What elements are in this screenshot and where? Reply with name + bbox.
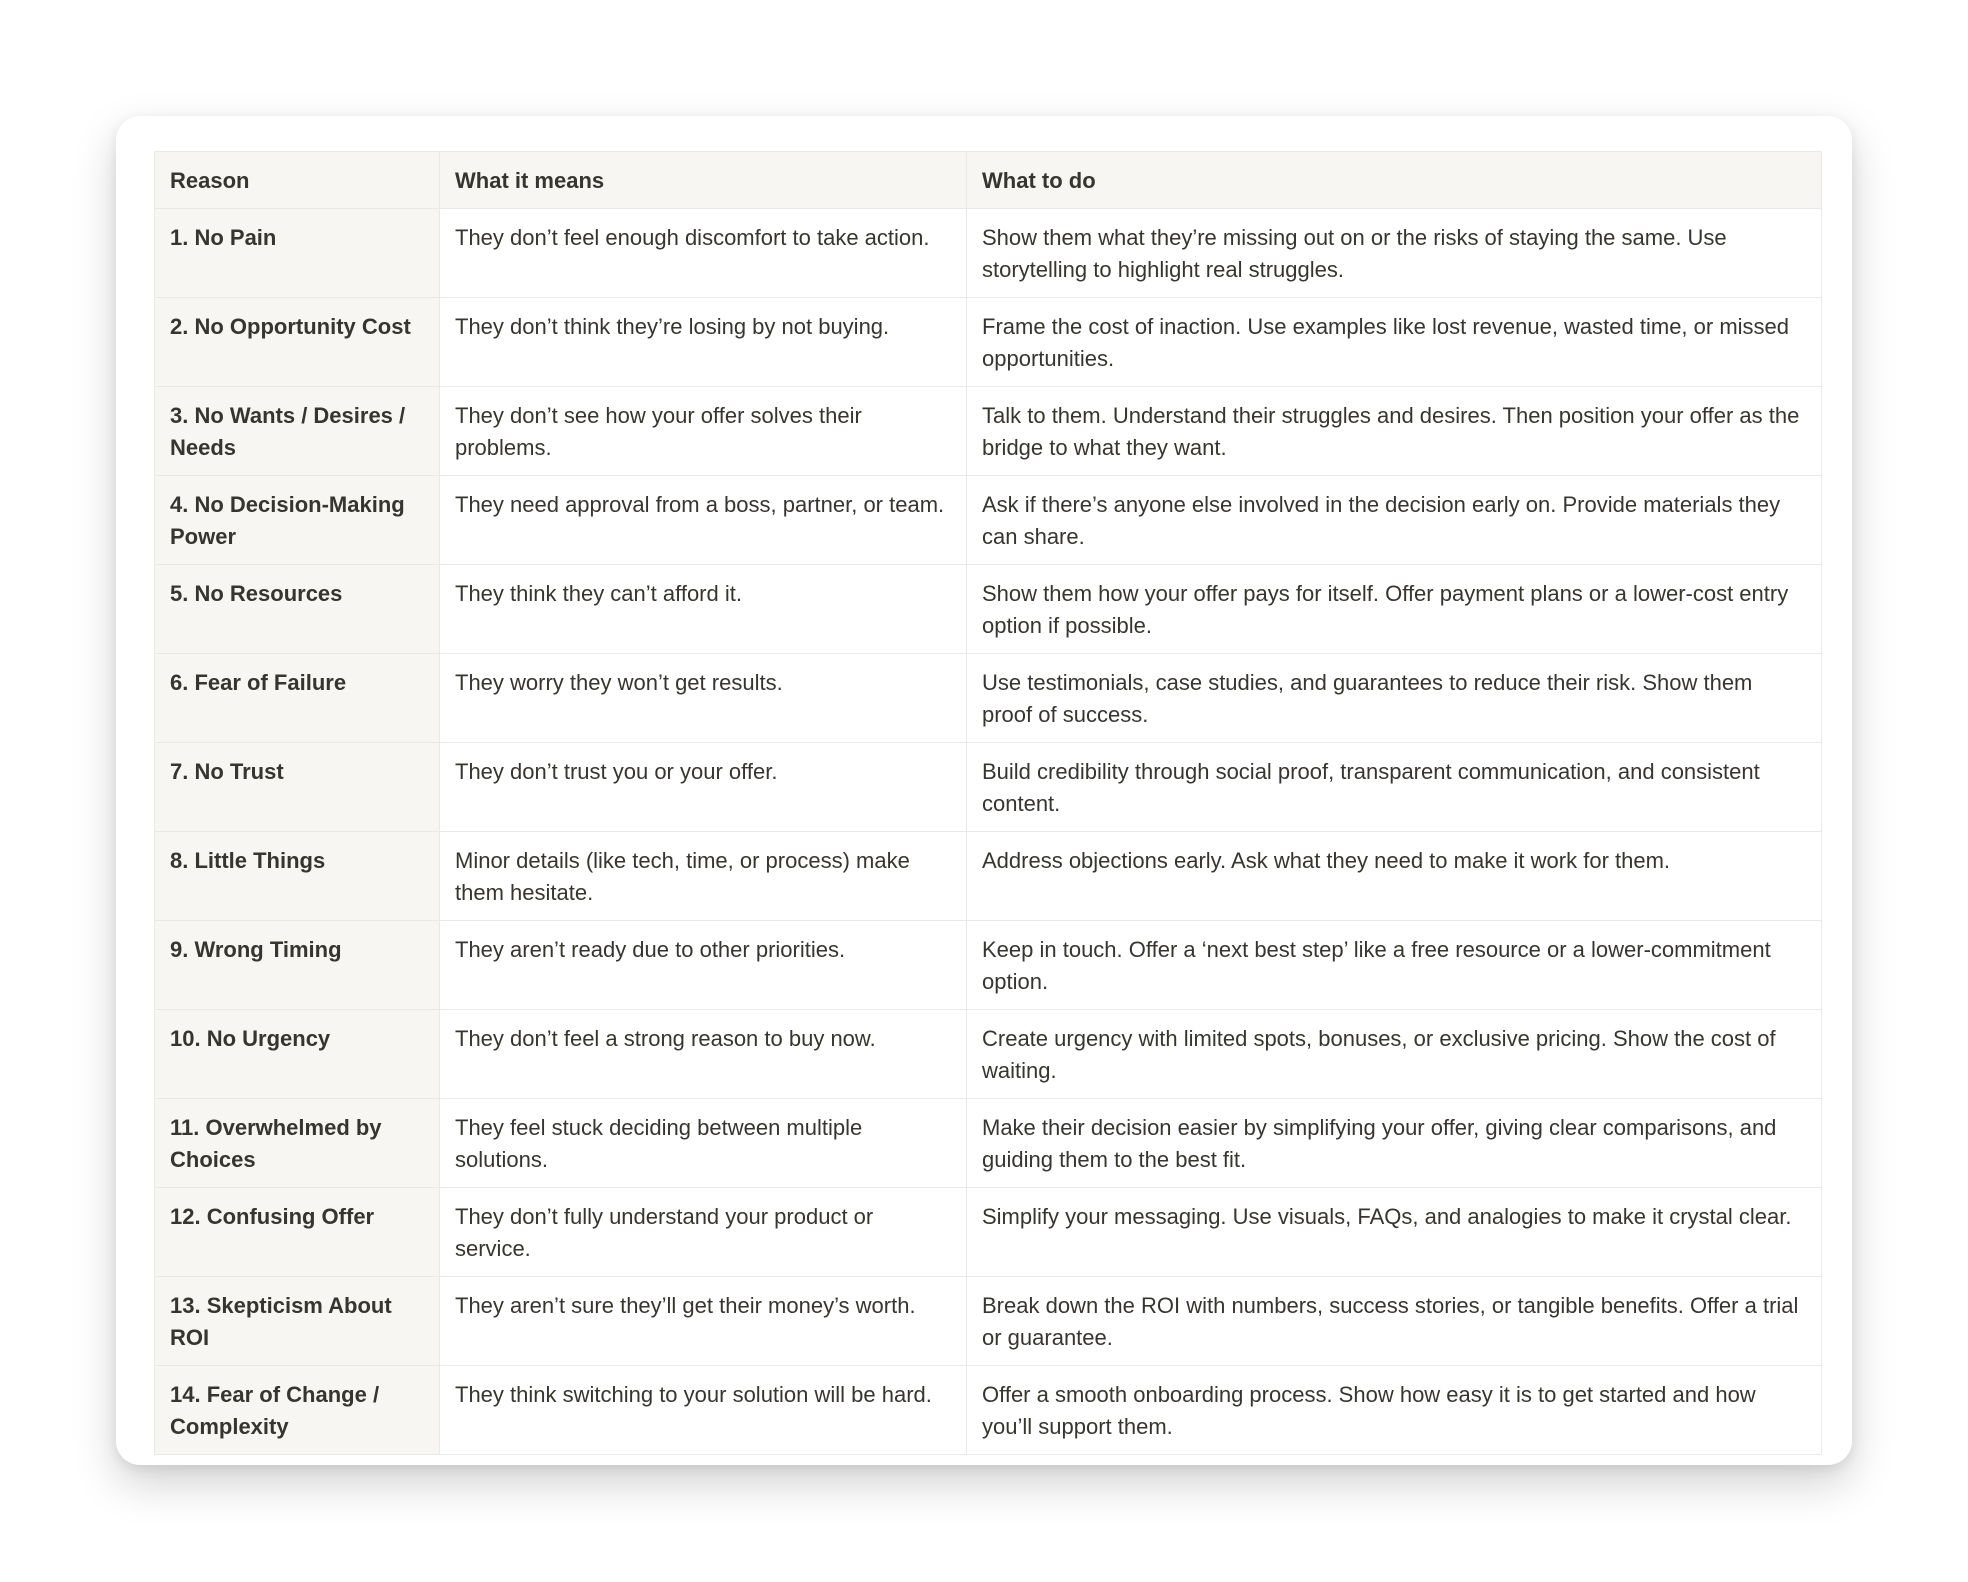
reason-cell: 10. No Urgency <box>155 1010 440 1099</box>
table-row <box>155 476 1822 565</box>
table-header <box>155 152 1822 209</box>
action-cell: Create urgency with limited spots, bonuses, or exclusive pricing. Show the cost of waiting. <box>967 1010 1822 1099</box>
meaning-cell: They aren’t ready due to other priorities. <box>440 921 967 1010</box>
reasons-table <box>154 151 1822 1455</box>
action-cell: Keep in touch. Offer a ‘next best step’ like a free resource or a lower-commitment option. <box>967 921 1822 1010</box>
meaning-cell: They don’t fully understand your product or service. <box>440 1188 967 1277</box>
action-cell: Talk to them. Understand their struggles and desires. Then position your offer as the bridge to what they want. <box>967 387 1822 476</box>
reason-cell: 8. Little Things <box>155 832 440 921</box>
action-cell: Make their decision easier by simplifying your offer, giving clear comparisons, and guiding them to the best fit. <box>967 1099 1822 1188</box>
table-row <box>155 387 1822 476</box>
reason-cell: 4. No Decision-Making Power <box>155 476 440 565</box>
meaning-cell: They don’t feel enough discomfort to take action. <box>440 209 967 298</box>
table-row <box>155 209 1822 298</box>
table-row <box>155 1099 1822 1188</box>
action-cell: Simplify your messaging. Use visuals, FAQs, and analogies to make it crystal clear. <box>967 1188 1822 1277</box>
reason-cell: 1. No Pain <box>155 209 440 298</box>
action-cell: Show them what they’re missing out on or the risks of staying the same. Use storytelling to highlight real struggles. <box>967 209 1822 298</box>
action-cell: Offer a smooth onboarding process. Show how easy it is to get started and how you’ll support them. <box>967 1366 1822 1455</box>
action-cell: Show them how your offer pays for itself. Offer payment plans or a lower-cost entry option if possible. <box>967 565 1822 654</box>
reason-cell: 9. Wrong Timing <box>155 921 440 1010</box>
meaning-cell: They aren’t sure they’ll get their money’s worth. <box>440 1277 967 1366</box>
reason-cell: 3. No Wants / Desires / Needs <box>155 387 440 476</box>
table-row <box>155 832 1822 921</box>
header-what-to-do: What to do <box>967 152 1822 209</box>
header-what-it-means: What it means <box>440 152 967 209</box>
meaning-cell: They think switching to your solution will be hard. <box>440 1366 967 1455</box>
reason-cell: 14. Fear of Change / Complexity <box>155 1366 440 1455</box>
meaning-cell: They don’t see how your offer solves their problems. <box>440 387 967 476</box>
table-row <box>155 1188 1822 1277</box>
action-cell: Address objections early. Ask what they need to make it work for them. <box>967 832 1822 921</box>
table-row <box>155 1010 1822 1099</box>
meaning-cell: They don’t trust you or your offer. <box>440 743 967 832</box>
meaning-cell: They need approval from a boss, partner, or team. <box>440 476 967 565</box>
table-body <box>155 209 1822 1455</box>
reason-cell: 7. No Trust <box>155 743 440 832</box>
table-row <box>155 743 1822 832</box>
action-cell: Use testimonials, case studies, and guarantees to reduce their risk. Show them proof of success. <box>967 654 1822 743</box>
reason-cell: 13. Skepticism About ROI <box>155 1277 440 1366</box>
reason-cell: 11. Overwhelmed by Choices <box>155 1099 440 1188</box>
table-row <box>155 565 1822 654</box>
action-cell: Break down the ROI with numbers, success stories, or tangible benefits. Offer a trial or guarantee. <box>967 1277 1822 1366</box>
table-row <box>155 921 1822 1010</box>
meaning-cell: They feel stuck deciding between multiple solutions. <box>440 1099 967 1188</box>
action-cell: Ask if there’s anyone else involved in the decision early on. Provide materials they can share. <box>967 476 1822 565</box>
reason-cell: 6. Fear of Failure <box>155 654 440 743</box>
table-row <box>155 1366 1822 1455</box>
meaning-cell: They worry they won’t get results. <box>440 654 967 743</box>
table-row <box>155 298 1822 387</box>
meaning-cell: Minor details (like tech, time, or process) make them hesitate. <box>440 832 967 921</box>
action-cell: Build credibility through social proof, transparent communication, and consistent content. <box>967 743 1822 832</box>
meaning-cell: They think they can’t afford it. <box>440 565 967 654</box>
reason-cell: 2. No Opportunity Cost <box>155 298 440 387</box>
action-cell: Frame the cost of inaction. Use examples like lost revenue, wasted time, or missed opportunities. <box>967 298 1822 387</box>
reason-cell: 5. No Resources <box>155 565 440 654</box>
meaning-cell: They don’t feel a strong reason to buy now. <box>440 1010 967 1099</box>
reason-cell: 12. Confusing Offer <box>155 1188 440 1277</box>
meaning-cell: They don’t think they’re losing by not buying. <box>440 298 967 387</box>
table-row <box>155 1277 1822 1366</box>
header-row <box>155 152 1822 209</box>
table-card <box>116 116 1852 1465</box>
header-reason: Reason <box>155 152 440 209</box>
table-row <box>155 654 1822 743</box>
